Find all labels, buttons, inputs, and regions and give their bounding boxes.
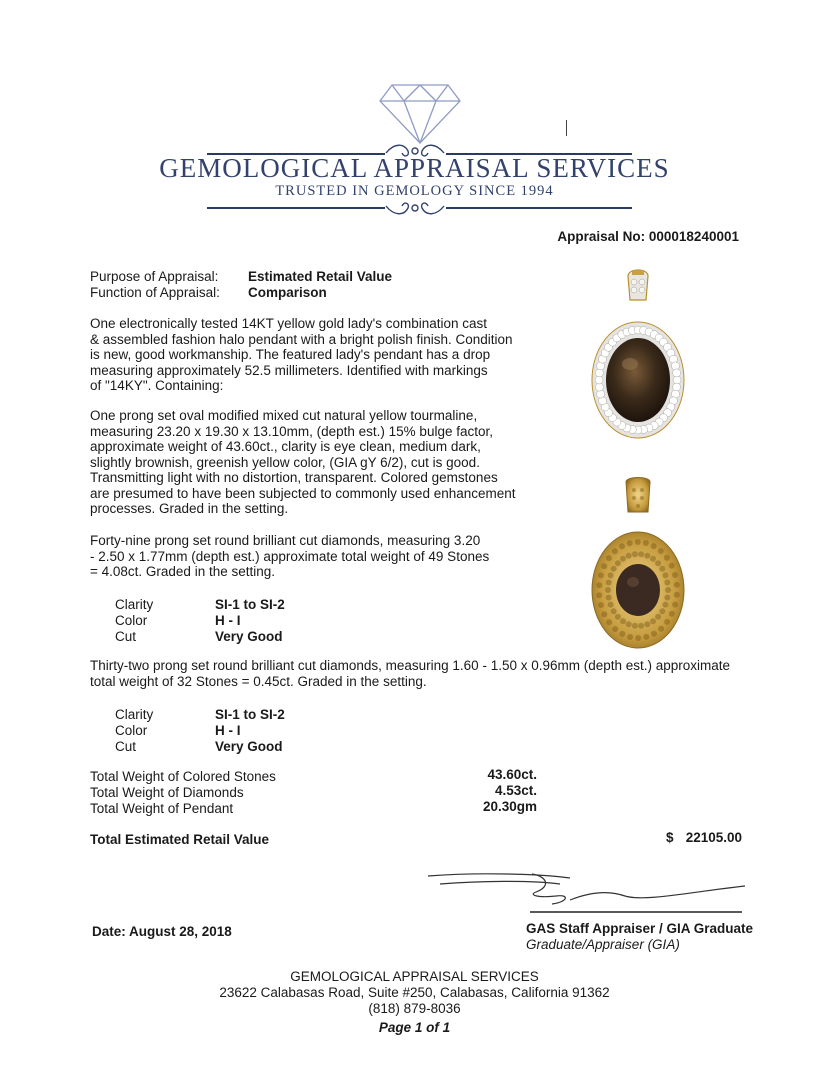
grade2-clarity-value: SI-1 to SI-2 (215, 707, 285, 722)
diamond-logo-icon (378, 83, 462, 145)
description-line: One electronically tested 14KT yellow gold lady's combination cast (90, 316, 488, 331)
total-colored-value: 43.60ct. (487, 767, 537, 782)
diamonds1-paragraph (90, 533, 489, 580)
appraiser-signature (420, 862, 750, 914)
appraisal-number: Appraisal No: 000018240001 (557, 229, 739, 244)
grade2-cut-value: Very Good (215, 739, 283, 754)
grade-cut-value: Very Good (215, 629, 283, 644)
footer-phone: (818) 879-8036 (368, 1001, 461, 1016)
purpose-value: Estimated Retail Value (248, 269, 393, 284)
grade-clarity-label: Clarity (115, 597, 154, 612)
footer-company: GEMOLOGICAL APPRAISAL SERVICES (290, 969, 539, 984)
function-value: Comparison (248, 285, 327, 300)
description-line: is new, good workmanship. The featured lady's pendant has a drop (90, 347, 491, 362)
description-line: & assembled fashion halo pendant with a bright polish finish. Condition (90, 331, 513, 347)
diamonds1-line: Forty-nine prong set round brilliant cut diamonds, measuring 3.20 (90, 533, 481, 548)
diamonds1-line: = 4.08ct. Graded in the setting. (90, 564, 275, 579)
grade2-color-value: H - I (215, 723, 241, 738)
diamonds2-line: total weight of 32 Stones = 0.45ct. Graded in the setting. (90, 673, 427, 689)
flourish-bottom-icon (384, 198, 446, 218)
description-line: of "14KY". Containing: (90, 378, 224, 393)
tourmaline-line: Transmitting light with no distortion, transparent. Colored gemstones (90, 470, 498, 485)
page-number: Page 1 of 1 (378, 1020, 451, 1035)
logo-rule-bottom-left (207, 207, 385, 209)
grade-color-label: Color (115, 613, 148, 628)
grade2-color-label: Color (115, 723, 148, 738)
pen-mark (566, 120, 567, 136)
grade-clarity-value: SI-1 to SI-2 (215, 597, 285, 612)
tourmaline-paragraph (90, 408, 516, 517)
description-line: measuring approximately 52.5 millimeters. Identified with markings (90, 362, 488, 378)
diamonds1-line: - 2.50 x 1.77mm (depth est.) approximate total weight of 49 Stones (90, 548, 490, 564)
tourmaline-line: are presumed to have been subjected to commonly used enhancement (90, 485, 516, 501)
grade2-clarity-label: Clarity (115, 707, 154, 722)
retail-value-label: Total Estimated Retail Value (90, 832, 270, 847)
logo-rule-bottom-right (446, 207, 632, 209)
retail-currency: $ (666, 830, 674, 845)
tourmaline-line: measuring 23.20 x 19.30 x 13.10mm, (depth est.) 15% bulge factor, (90, 423, 493, 439)
footer-address: 23622 Calabasas Road, Suite #250, Calabasas, California 91362 (219, 985, 610, 1000)
purpose-label: Purpose of Appraisal: (90, 269, 219, 284)
description-paragraph (90, 316, 513, 394)
grade-color-value: H - I (215, 613, 241, 628)
function-label: Function of Appraisal: (90, 285, 220, 300)
diamonds2-line: Thirty-two prong set round brilliant cut diamonds, measuring 1.60 - 1.50 x 0.96mm (depth est.) approximate (90, 658, 731, 673)
tourmaline-line: slightly brownish, greenish yellow color, (GIA gY 6/2), cut is good. (90, 454, 480, 470)
total-pendant-value: 20.30gm (482, 799, 537, 814)
total-diamonds-label: Total Weight of Diamonds (90, 785, 244, 800)
pendant-back-image (588, 476, 688, 672)
grade-cut-label: Cut (115, 629, 137, 644)
appraiser-title: GAS Staff Appraiser / GIA Graduate (526, 921, 754, 936)
pendant-front-image (588, 266, 688, 462)
appraisal-date: Date: August 28, 2018 (92, 924, 232, 939)
total-colored-label: Total Weight of Colored Stones (90, 769, 276, 784)
company-title: GEMOLOGICAL APPRAISAL SERVICES (159, 153, 670, 183)
appraiser-subtitle: Graduate/Appraiser (GIA) (526, 937, 680, 952)
retail-value: 22105.00 (685, 830, 742, 845)
total-diamonds-value: 4.53ct. (494, 783, 537, 798)
tourmaline-line: processes. Graded in the setting. (90, 501, 289, 516)
tourmaline-line: One prong set oval modified mixed cut natural yellow tourmaline, (90, 408, 478, 423)
company-tagline: TRUSTED IN GEMOLOGY SINCE 1994 (275, 183, 554, 199)
tourmaline-line: approximate weight of 43.60ct., clarity is eye clean, medium dark, (90, 439, 481, 454)
total-pendant-label: Total Weight of Pendant (90, 801, 234, 816)
grade2-cut-label: Cut (115, 739, 137, 754)
